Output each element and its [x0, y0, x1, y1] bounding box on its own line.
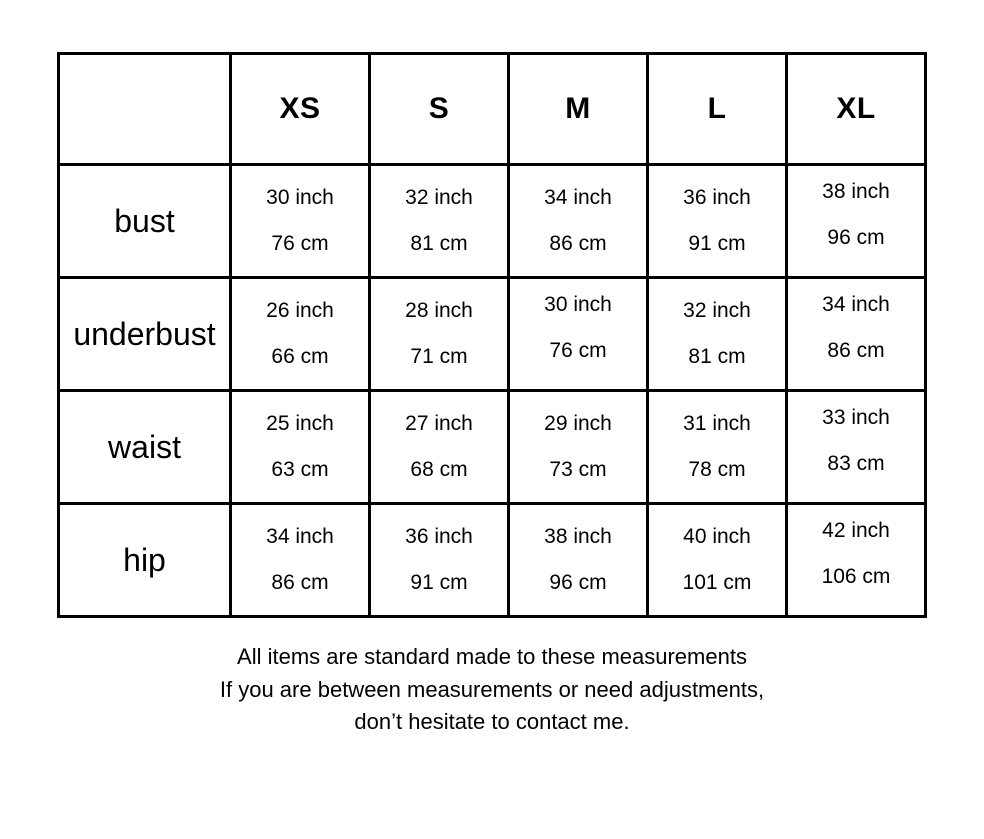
cm-value: 81 cm: [688, 345, 746, 368]
inch-value: 33 inch: [822, 406, 890, 429]
measurement-cell-bust-xl: [787, 165, 926, 278]
cm-value: 96 cm: [549, 571, 607, 594]
corner-cell: [59, 54, 231, 165]
inch-value: 27 inch: [405, 412, 473, 435]
inch-value: 31 inch: [683, 412, 751, 435]
header-row: [59, 54, 926, 165]
measurement-cell-waist-l: [648, 391, 787, 504]
footer-line-3: don’t hesitate to contact me.: [354, 709, 630, 734]
cm-value: 76 cm: [549, 339, 607, 362]
cm-value: 106 cm: [821, 565, 891, 588]
cm-value: 86 cm: [827, 339, 885, 362]
measurement-cell-underbust-xl: [787, 278, 926, 391]
cm-value: 63 cm: [271, 458, 329, 481]
measurement-cell-bust-m: [509, 165, 648, 278]
cm-value: 66 cm: [271, 345, 329, 368]
table-row-underbust: [59, 278, 926, 391]
inch-value: 32 inch: [683, 299, 751, 322]
measurement-cell-bust-xs: [231, 165, 370, 278]
measurement-cell-waist-m: [509, 391, 648, 504]
measurement-cell-bust-l: [648, 165, 787, 278]
cm-value: 91 cm: [688, 232, 746, 255]
cm-value: 96 cm: [827, 226, 885, 249]
cm-value: 73 cm: [549, 458, 607, 481]
inch-value: 38 inch: [544, 525, 612, 548]
inch-value: 25 inch: [266, 412, 334, 435]
measurement-cell-bust-s: [370, 165, 509, 278]
cm-value: 91 cm: [410, 571, 468, 594]
cm-value: 68 cm: [410, 458, 468, 481]
inch-value: 30 inch: [266, 186, 334, 209]
measurement-cell-underbust-m: [509, 278, 648, 391]
footer-line-2: If you are between measurements or need adjustments,: [219, 676, 765, 702]
inch-value: 30 inch: [544, 293, 612, 316]
column-header-xl: XL: [787, 54, 926, 165]
measurement-cell-waist-xs: [231, 391, 370, 504]
table-row-waist: [59, 391, 926, 504]
inch-value: 26 inch: [266, 299, 334, 322]
table-row-bust: [59, 165, 926, 278]
footer-note: [0, 641, 984, 739]
footer-line-1: All items are standard made to these measurements: [237, 644, 747, 669]
inch-value: 36 inch: [405, 525, 473, 548]
cm-value: 101 cm: [682, 571, 752, 594]
measurement-cell-hip-xl: [787, 504, 926, 617]
cm-value: 81 cm: [410, 232, 468, 255]
inch-value: 32 inch: [405, 186, 473, 209]
inch-value: 34 inch: [544, 186, 612, 209]
row-label-hip: hip: [59, 504, 231, 617]
column-header-l: L: [648, 54, 787, 165]
column-header-xs: XS: [231, 54, 370, 165]
inch-value: 42 inch: [822, 519, 890, 542]
inch-value: 38 inch: [822, 180, 890, 203]
inch-value: 36 inch: [683, 186, 751, 209]
measurement-cell-underbust-xs: [231, 278, 370, 391]
table-row-hip: [59, 504, 926, 617]
row-label-bust: bust: [59, 165, 231, 278]
cm-value: 71 cm: [410, 345, 468, 368]
measurement-cell-underbust-l: [648, 278, 787, 391]
column-header-s: S: [370, 54, 509, 165]
cm-value: 86 cm: [549, 232, 607, 255]
size-chart-page: [0, 52, 984, 839]
measurement-cell-hip-xs: [231, 504, 370, 617]
inch-value: 34 inch: [266, 525, 334, 548]
cm-value: 76 cm: [271, 232, 329, 255]
inch-value: 34 inch: [822, 293, 890, 316]
cm-value: 86 cm: [271, 571, 329, 594]
column-header-m: M: [509, 54, 648, 165]
row-label-waist: waist: [59, 391, 231, 504]
inch-value: 29 inch: [544, 412, 612, 435]
inch-value: 28 inch: [405, 299, 473, 322]
size-chart-table: [57, 52, 927, 618]
measurement-cell-waist-xl: [787, 391, 926, 504]
measurement-cell-hip-s: [370, 504, 509, 617]
cm-value: 78 cm: [688, 458, 746, 481]
measurement-cell-hip-m: [509, 504, 648, 617]
measurement-cell-waist-s: [370, 391, 509, 504]
row-label-underbust: underbust: [59, 278, 231, 391]
cm-value: 83 cm: [827, 452, 885, 475]
measurement-cell-hip-l: [648, 504, 787, 617]
inch-value: 40 inch: [683, 525, 751, 548]
measurement-cell-underbust-s: [370, 278, 509, 391]
